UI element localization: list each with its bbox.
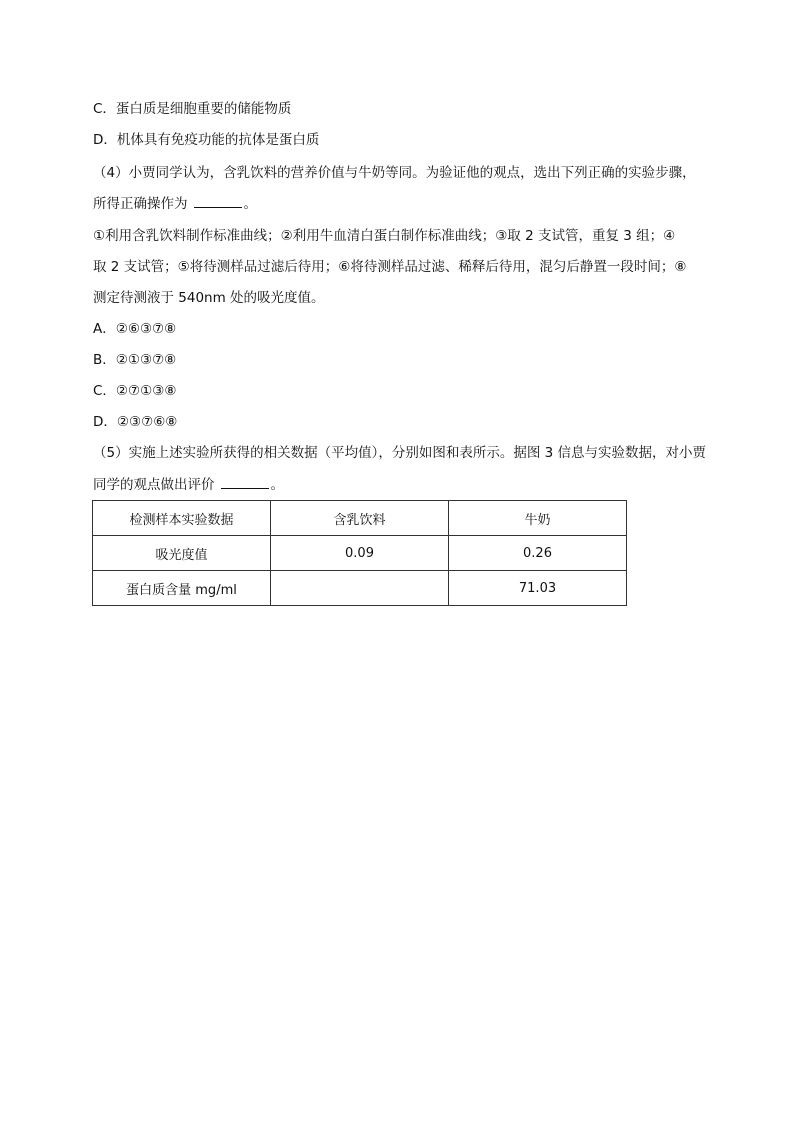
choice-c: C．②⑦①③⑧ — [93, 383, 177, 399]
steps-line-2: 取 2 支试管；⑤将待测样品过滤后待用；⑥将待测样品过滤、稀释后待用，混匀后静置一段时间；⑧ — [93, 259, 687, 275]
table-cell: 蛋白质含量 mg/ml — [93, 571, 271, 606]
answer-blank-4[interactable] — [194, 194, 242, 208]
steps-line-3: 测定待测液于 540nm 处的吸光度值。 — [93, 290, 325, 306]
table-header-cell: 牛奶 — [449, 501, 627, 536]
question-5-line-1: （5）实施上述实验所获得的相关数据（平均值），分别如图和表所示。据图 3 信息与实验数据，对小贾 — [93, 445, 707, 461]
table-header-row — [93, 501, 627, 536]
question-5-line-2 — [93, 475, 284, 495]
choice-a: A．②⑥③⑦⑧ — [93, 321, 177, 337]
table-header-cell: 含乳饮料 — [271, 501, 449, 536]
question-5-suffix: 。 — [270, 477, 284, 493]
option-c-text: C．蛋白质是细胞重要的储能物质 — [93, 101, 292, 117]
data-table — [92, 500, 627, 606]
choice-d: D．②③⑦⑥⑧ — [93, 414, 178, 430]
question-4-line-1: （4）小贾同学认为，含乳饮料的营养价值与牛奶等同。为验证他的观点，选出下列正确的实验步骤， — [93, 165, 696, 181]
table-cell: 0.09 — [271, 536, 449, 571]
question-5-prefix: 同学的观点做出评价 — [93, 477, 215, 493]
question-4-suffix: 。 — [243, 196, 257, 212]
choice-b: B．②①③⑦⑧ — [93, 352, 177, 368]
steps-line-1: ①利用含乳饮料制作标准曲线；②利用牛血清白蛋白制作标准曲线；③取 2 支试管，重复 3 组；④ — [93, 228, 676, 244]
table-cell — [271, 571, 449, 606]
question-4-prefix: 所得正确操作为 — [93, 196, 188, 212]
table-row — [93, 571, 627, 606]
option-d-text: D．机体具有免疫功能的抗体是蛋白质 — [93, 132, 320, 148]
table-cell: 0.26 — [449, 536, 627, 571]
table-cell: 吸光度值 — [93, 536, 271, 571]
answer-blank-5[interactable] — [221, 475, 269, 489]
question-4-line-2 — [93, 194, 257, 214]
table-row — [93, 536, 627, 571]
table-cell: 71.03 — [449, 571, 627, 606]
table-header-cell: 检测样本实验数据 — [93, 501, 271, 536]
